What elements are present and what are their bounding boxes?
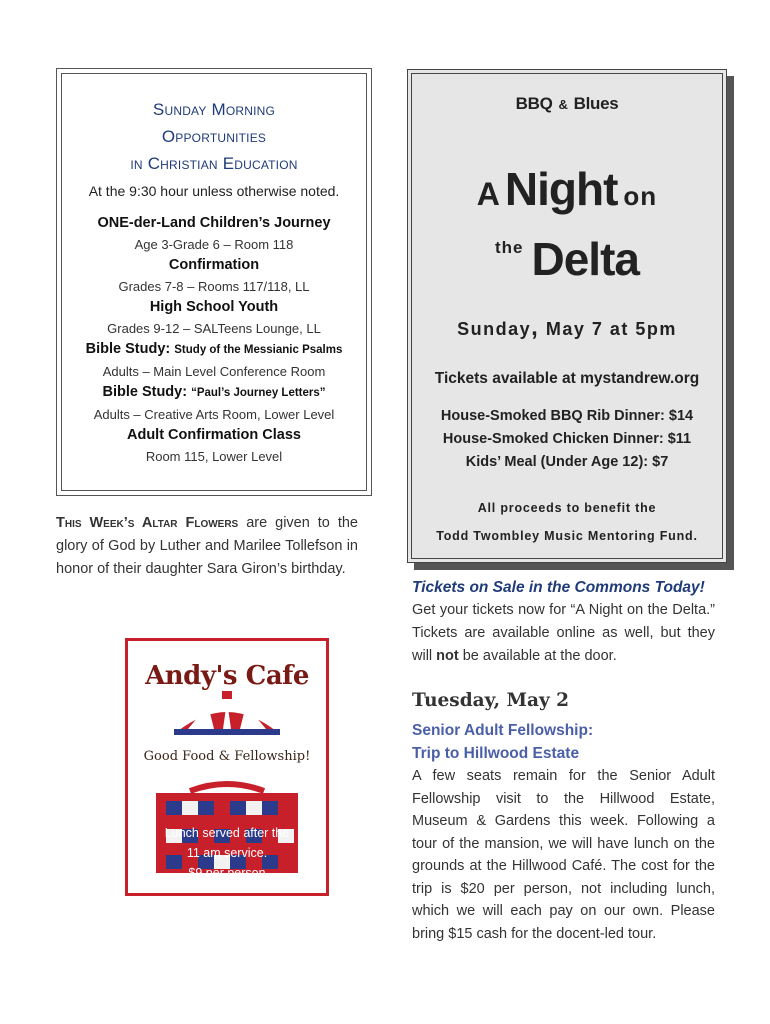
event-title-night: Night	[504, 163, 618, 215]
tuesday-heading: Tuesday, May 2	[412, 690, 570, 711]
program-title: Bible Study:	[85, 341, 171, 357]
cafe-dome-icon	[174, 691, 280, 735]
tickets-on-sale-section	[412, 576, 715, 668]
cafe-details	[128, 823, 326, 883]
tickets-text-bold: not	[436, 648, 459, 664]
bbq-heading-amp: &	[558, 97, 568, 112]
event-title-line-1	[412, 162, 722, 216]
program-title: Adult Confirmation Class	[126, 427, 301, 443]
sunday-box-inner-border	[61, 73, 367, 491]
bbq-heading-left: BBQ	[515, 94, 553, 113]
event-date-day: Sunday	[457, 319, 532, 339]
event-date	[412, 314, 722, 342]
proceeds-note	[412, 494, 722, 550]
program-subtitle: Study of the Messianic Psalms	[174, 344, 343, 356]
tickets-on-sale-heading: Tickets on Sale in the Commons Today!	[412, 579, 705, 596]
event-title-on: on	[623, 181, 658, 211]
cafe-title: Andy's Cafe	[145, 661, 309, 691]
program-detail: Age 3-Grade 6 – Room 118	[134, 237, 294, 252]
cafe-line: 11 am service.	[186, 846, 268, 860]
tickets-url: Tickets available at mystandrew.org	[434, 370, 700, 387]
bbq-box-inner-border	[411, 73, 723, 559]
sunday-title-line-3: in Christian Education	[130, 154, 298, 173]
cafe-line: Lunch served after the	[164, 826, 290, 840]
program-title: ONE-der-Land Children’s Journey	[97, 215, 331, 231]
andys-cafe-ad	[125, 638, 329, 896]
altar-flowers-notice	[56, 512, 358, 581]
event-title-line-2	[412, 232, 722, 286]
menu-item: House-Smoked BBQ Rib Dinner: $14	[440, 408, 694, 424]
program-title: High School Youth	[149, 299, 279, 315]
bbq-blues-flyer	[407, 69, 727, 563]
event-date-comma: ,	[531, 314, 540, 341]
event-title-the: the	[495, 238, 524, 257]
event-title-delta: Delta	[531, 233, 639, 285]
program-detail: Adults – Creative Arts Room, Lower Level	[93, 407, 335, 422]
menu-item: House-Smoked Chicken Dinner: $11	[442, 431, 692, 447]
sunday-title-line-1: Sunday Morning	[152, 100, 276, 119]
event-date-rest: May 7 at 5pm	[545, 319, 677, 339]
program-subtitle: “Paul’s Journey Letters”	[191, 387, 326, 399]
tuesday-subheading-1: Senior Adult Fellowship:	[412, 722, 594, 739]
menu-list	[412, 405, 722, 474]
proceeds-line: All proceeds to benefit the	[477, 501, 657, 515]
bbq-heading	[412, 94, 722, 114]
program-title-row	[62, 339, 366, 361]
program-title: Confirmation	[168, 257, 260, 273]
tuesday-section	[412, 690, 715, 945]
program-title: Bible Study:	[102, 384, 188, 400]
cafe-line: $9 per person	[188, 866, 266, 880]
tuesday-subheading-2: Trip to Hillwood Estate	[412, 745, 580, 762]
program-list	[62, 213, 366, 467]
program-detail: Grades 7-8 – Rooms 117/118, LL	[118, 279, 310, 294]
tickets-text-part: Get your tickets now for “A Night on the Delta.” Tickets are available online as well, but they will	[412, 602, 715, 664]
tuesday-body: A few seats remain for the Senior Adult Fellowship visit to the Hillwood Estate, Museum & Gardens this week. Following a tour of the mansion, we will have lunch on the grounds at the Hillwood Café. The cost for the trip is $20 per person, not including lunch, which we will each pay on our own. Please bring $15 cash for the docent-led tour.	[412, 768, 715, 942]
event-title-a: A	[476, 176, 501, 212]
sunday-education-box	[56, 68, 372, 496]
sunday-title-line-2: Opportunities	[161, 127, 267, 146]
program-detail: Adults – Main Level Conference Room	[102, 364, 326, 379]
tickets-text-part: be available at the door.	[458, 648, 617, 664]
altar-flowers-text: are given to the glory of God by Luther and Marilee Tollefson in honor of their daughter Sara Giron’s birthday.	[56, 515, 358, 577]
sunday-intro: At the 9:30 hour unless otherwise noted.	[88, 183, 340, 199]
bbq-heading-right: Blues	[573, 94, 619, 113]
program-detail: Grades 9-12 – SALTeens Lounge, LL	[107, 321, 321, 336]
sunday-title	[62, 96, 366, 177]
altar-flowers-lead: This Week’s Altar Flowers	[56, 515, 239, 531]
cafe-tagline: Good Food & Fellowship!	[143, 749, 311, 764]
tickets-on-sale-text	[412, 599, 715, 668]
program-detail: Room 115, Lower Level	[145, 449, 283, 464]
menu-item: Kids’ Meal (Under Age 12): $7	[465, 454, 669, 470]
program-title-row	[62, 382, 366, 404]
proceeds-line: Todd Twombley Music Mentoring Fund.	[436, 529, 698, 543]
